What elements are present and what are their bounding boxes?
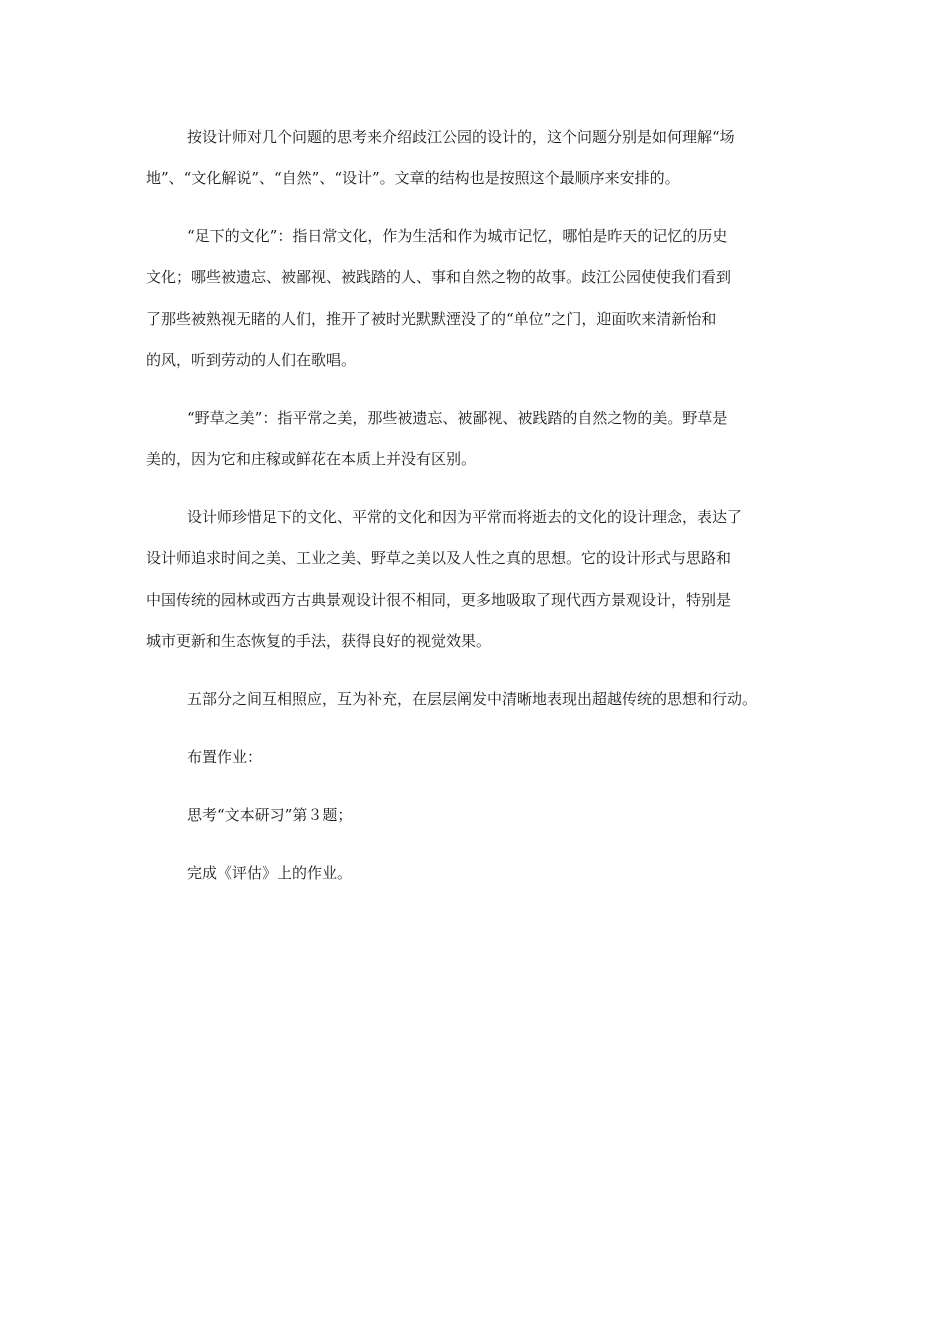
paragraph-1-line-1: 按设计师对几个问题的思考来介绍歧江公园的设计的，这个问题分别是如何理解“场 [187, 128, 735, 146]
paragraph-4-line-2: 设计师追求时间之美、工业之美、野草之美以及人性之真的思想。它的设计形式与思路和 [146, 549, 732, 567]
paragraph-2-line-2: 文化；哪些被遗忘、被鄙视、被践踏的人、事和自然之物的故事。歧江公园使使我们看到 [146, 268, 732, 286]
homework-item-1: 思考“文本研习”第３题； [187, 806, 353, 824]
paragraph-4-line-1: 设计师珍惜足下的文化、平常的文化和因为平常而将逝去的文化的设计理念，表达了 [187, 508, 743, 526]
paragraph-3-line-2: 美的，因为它和庄稼或鲜花在本质上并没有区别。 [146, 450, 477, 468]
paragraph-2-line-3: 了那些被熟视无睹的人们，推开了被时光默默湮没了的“单位”之门，迎面吹来清新怡和 [146, 310, 717, 328]
paragraph-2-line-1: “足下的文化”：指日常文化，作为生活和作为城市记忆，哪怕是昨天的记忆的历史 [187, 227, 728, 245]
paragraph-4-line-3: 中国传统的园林或西方古典景观设计很不相同，更多地吸取了现代西方景观设计，特别是 [146, 591, 732, 609]
paragraph-4-line-4: 城市更新和生态恢复的手法，获得良好的视觉效果。 [146, 632, 492, 650]
paragraph-2-line-4: 的风，听到劳动的人们在歌唱。 [146, 351, 357, 369]
paragraph-1-line-2: 地”、“文化解说”、“自然”、“设计”。文章的结构也是按照这个最顺序来安排的。 [146, 169, 680, 187]
homework-item-2: 完成《评估》上的作业。 [187, 864, 353, 882]
paragraph-5-line-1: 五部分之间互相照应，互为补充，在层层阐发中清晰地表现出超越传统的思想和行动。 [187, 690, 758, 708]
homework-heading: 布置作业： [187, 748, 263, 766]
paragraph-3-line-1: “野草之美”：指平常之美，那些被遗忘、被鄙视、被践踏的自然之物的美。野草是 [187, 409, 728, 427]
